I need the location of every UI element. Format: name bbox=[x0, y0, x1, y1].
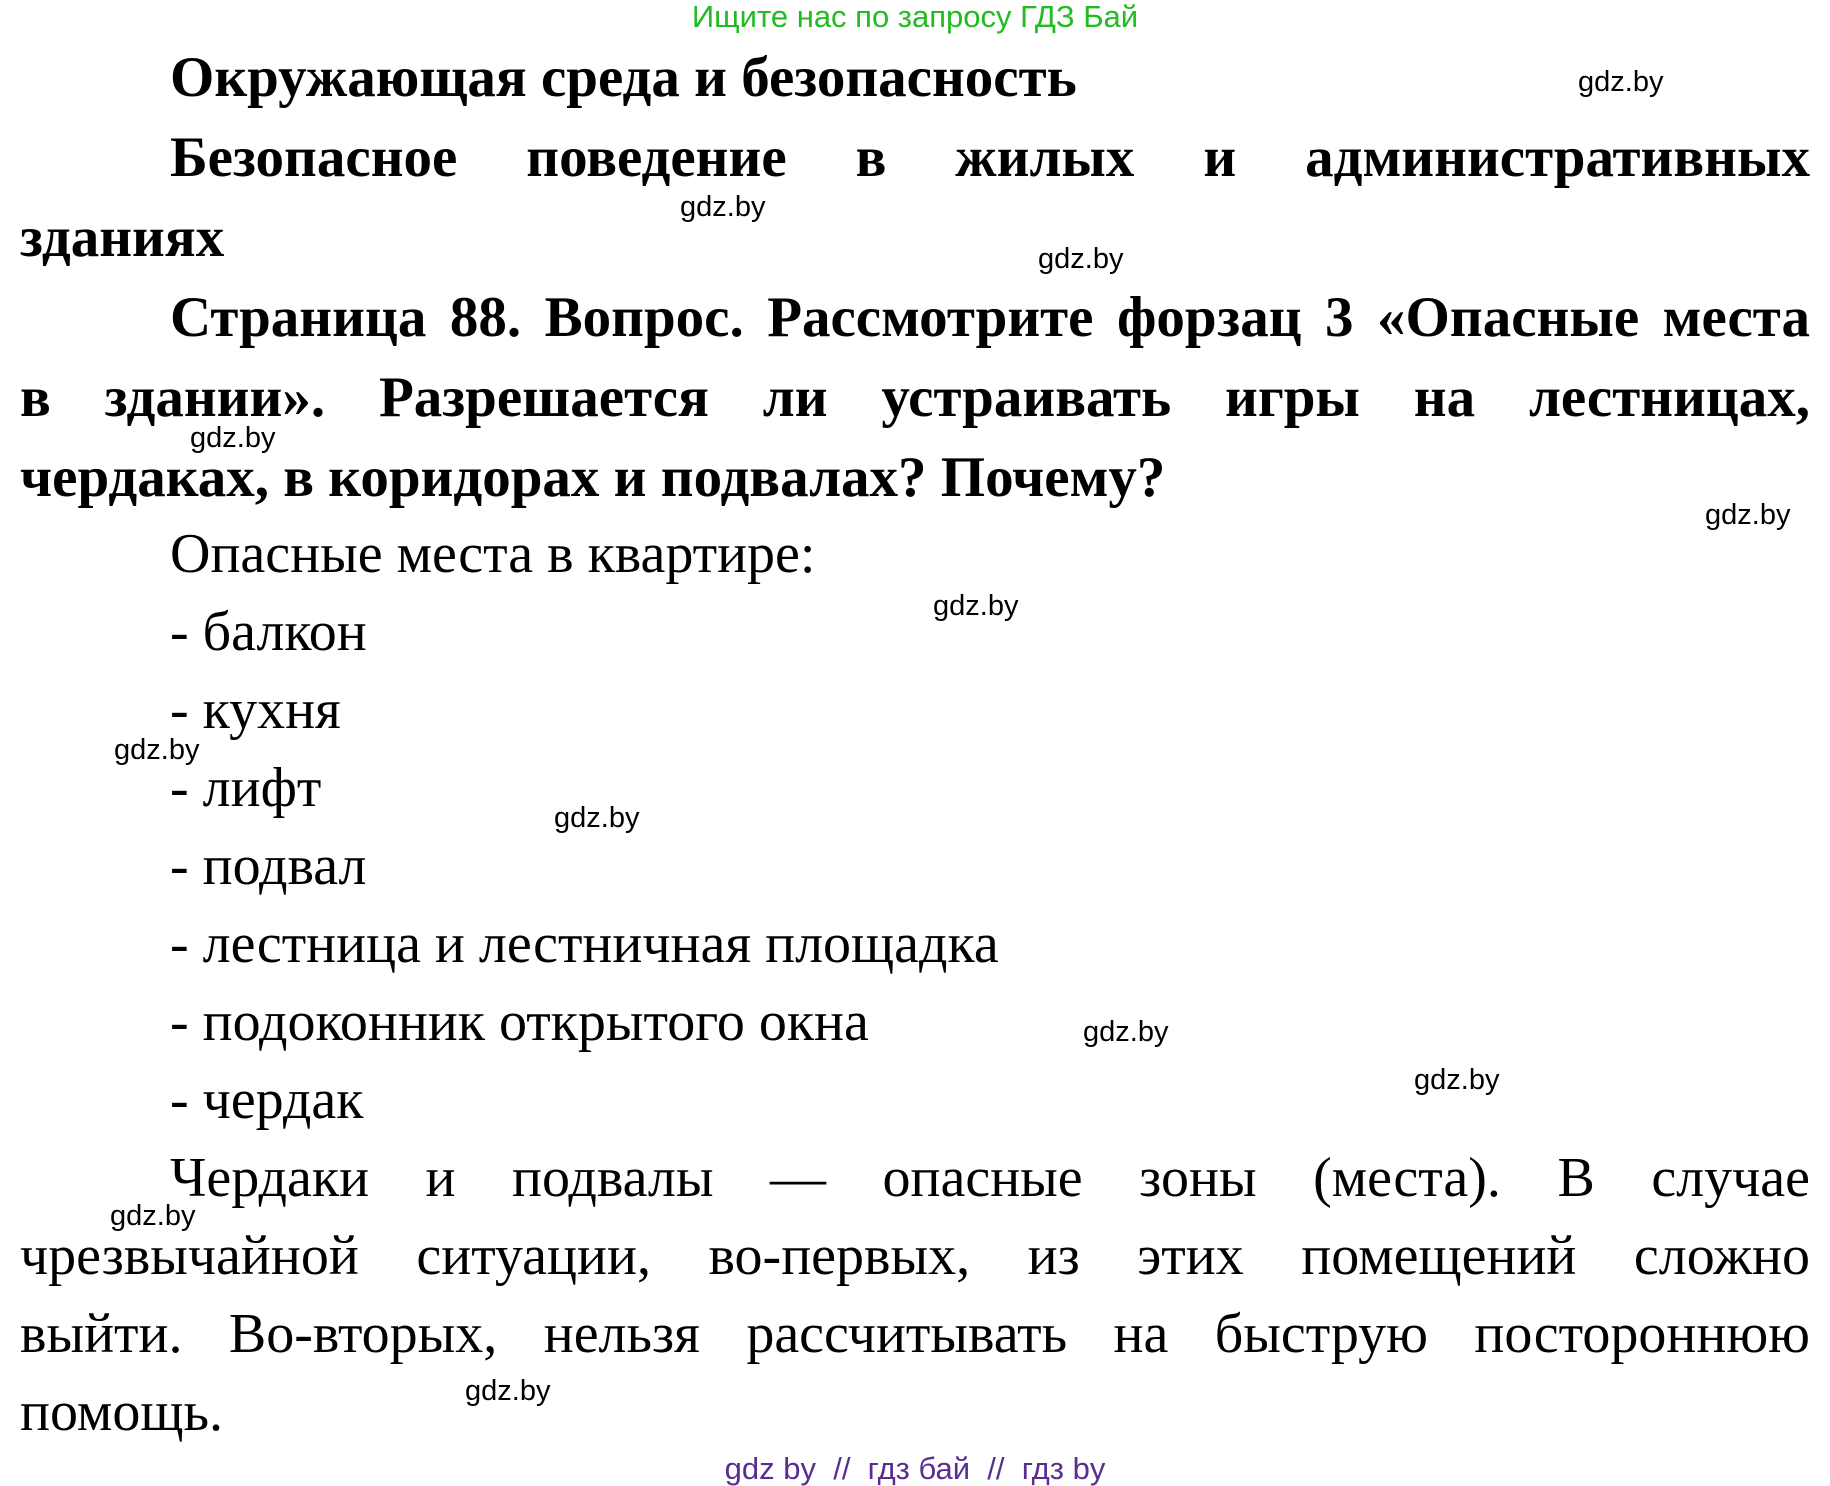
list-item: - лифт bbox=[170, 757, 322, 819]
watermark: gdz.by bbox=[933, 590, 1019, 622]
answer-intro: Опасные места в квартире: bbox=[170, 523, 816, 585]
watermark: gdz.by bbox=[680, 191, 766, 223]
answer-paragraph-line3: выйти. Во-вторых, нельзя рассчитывать на быструю постороннюю bbox=[20, 1303, 1810, 1365]
search-banner: Ищите нас по запросу ГДЗ Бай bbox=[691, 0, 1139, 34]
watermark: gdz.by bbox=[1578, 66, 1664, 98]
answer-paragraph-line4: помощь. bbox=[20, 1381, 223, 1443]
answer-paragraph-line1: Чердаки и подвалы — опасные зоны (места). В случае bbox=[170, 1147, 1810, 1209]
watermark: gdz.by bbox=[1083, 1016, 1169, 1048]
watermark: gdz.by bbox=[1038, 243, 1124, 275]
watermark: gdz.by bbox=[114, 734, 200, 766]
watermark: gdz.by bbox=[554, 802, 640, 834]
section-title: Окружающая среда и безопасность bbox=[170, 46, 1077, 109]
watermark: gdz.by bbox=[1414, 1064, 1500, 1096]
question-line2: в здании». Разрешается ли устраивать игры на лестницах, bbox=[20, 366, 1810, 429]
subsection-title-line1: Безопасное поведение в жилых и административных bbox=[170, 126, 1810, 189]
watermark: gdz.by bbox=[465, 1375, 551, 1407]
watermark: gdz.by bbox=[110, 1200, 196, 1232]
list-item: - подвал bbox=[170, 835, 367, 897]
subsection-title-line2: зданиях bbox=[20, 206, 225, 269]
watermark: gdz.by bbox=[190, 422, 276, 454]
watermark: gdz.by bbox=[1705, 499, 1791, 531]
list-item: - чердак bbox=[170, 1069, 364, 1131]
question-line3: чердаках, в коридорах и подвалах? Почему? bbox=[20, 446, 1166, 509]
list-item: - лестница и лестничная площадка bbox=[170, 913, 999, 975]
list-item: - балкон bbox=[170, 601, 367, 663]
list-item: - кухня bbox=[170, 679, 341, 741]
list-item: - подоконник открытого окна bbox=[170, 991, 869, 1053]
answer-paragraph-line2: чрезвычайной ситуации, во-первых, из этих помещений сложно bbox=[20, 1225, 1810, 1287]
footer-links: gdz by // гдз бай // гдз by bbox=[724, 1451, 1106, 1486]
question-line1: Страница 88. Вопрос. Рассмотрите форзац 3 «Опасные места bbox=[170, 286, 1810, 349]
